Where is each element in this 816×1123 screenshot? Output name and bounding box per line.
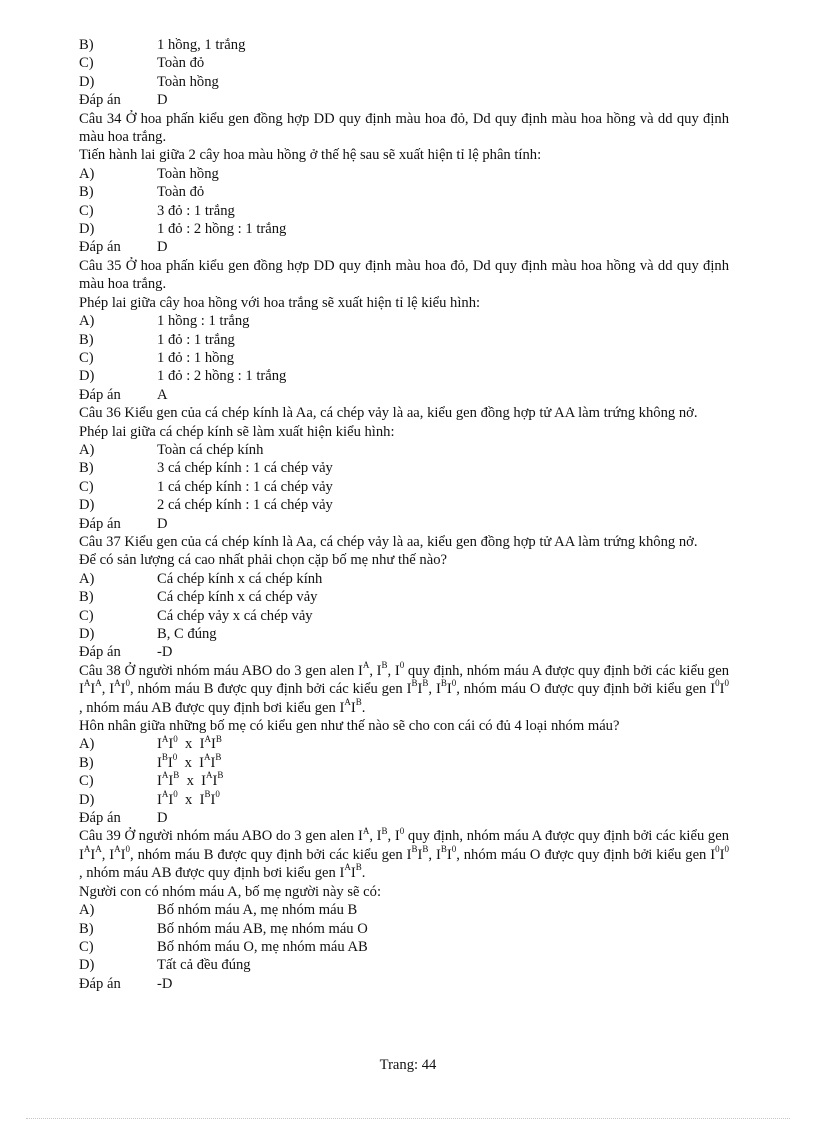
page-content	[79, 36, 729, 993]
option-d: D) $I^AI^0$ x $I^BI^0$	[79, 788, 220, 808]
question-stem: Câu 39 Ở người nhóm máu ABO do 3 gen alen $I^A$, $I^B$, $I^0$ quy định, nhóm máu A được quy định bởi các kiểu gen $I^AI^A$, $I^AI^0$, nhóm máu B được quy định bởi các kiểu gen $I^BI^B$, $I^BI^0$, nhóm máu O được quy định bởi kiểu gen $I^0I^0$ , nhóm máu AB được quy định bơi kiểu gen $I^AI^B$.	[79, 825, 729, 882]
option-c: C) Toàn đỏ	[79, 55, 205, 72]
option-a: A) Toàn hồng	[79, 165, 219, 182]
question-stem: Câu 36 Kiểu gen của cá chép kính là Aa, cá chép vảy là aa, kiểu gen đồng hợp tử AA làm trứng không nở.	[79, 405, 698, 422]
option-c: C) 1 cá chép kính : 1 cá chép vảy	[79, 478, 333, 495]
option-d: D) B, C đúng	[79, 626, 217, 642]
page-bottom-rule	[26, 1118, 790, 1119]
option-b: B) Bố nhóm máu AB, mẹ nhóm máu O	[79, 920, 368, 937]
question-36	[79, 404, 729, 533]
question-34	[79, 110, 729, 257]
option-d: D) 2 cá chép kính : 1 cá chép vảy	[79, 497, 333, 514]
option-b: B) 1 đỏ : 1 trắng	[79, 331, 235, 348]
question-stem: Câu 34 Ở hoa phấn kiểu gen đồng hợp DD quy định màu hoa đỏ, Dd quy định màu hoa hồng và dd quy định màu hoa trắng.	[79, 110, 729, 146]
answer-row: Đáp án D	[79, 515, 168, 532]
question-37	[79, 533, 729, 662]
option-c: C) Bố nhóm máu O, mẹ nhóm máu AB	[79, 938, 368, 955]
option-b: B) 3 cá chép kính : 1 cá chép vảy	[79, 460, 333, 477]
option-a: A) $I^AI^0$ x $I^AI^B$	[79, 733, 222, 753]
question-text: Người con có nhóm máu A, bố mẹ người này sẽ có:	[79, 883, 382, 900]
option-b: B) Toàn đỏ	[79, 184, 205, 201]
option-a: A) Toàn cá chép kính	[79, 441, 264, 458]
option-d: D) 1 đỏ : 2 hồng : 1 trắng	[79, 221, 287, 238]
question-stem: Câu 35 Ở hoa phấn kiểu gen đồng hợp DD quy định màu hoa đỏ, Dd quy định màu hoa hồng và dd quy định màu hoa trắng.	[79, 257, 729, 293]
answer-row: Đáp án -D	[79, 644, 173, 661]
question-text: Phép lai giữa cây hoa hồng với hoa trắng sẽ xuất hiện tỉ lệ kiểu hình:	[79, 294, 481, 311]
page-number: Trang: 44	[379, 1057, 437, 1073]
answer-row: Đáp án D	[79, 92, 168, 109]
answer-row: Đáp án A	[79, 386, 168, 403]
option-c: C) Cá chép vảy x cá chép vảy	[79, 607, 313, 624]
answer-row: Đáp án D	[79, 810, 168, 827]
option-c: C) 3 đỏ : 1 trắng	[79, 202, 235, 219]
option-a: A) Bố nhóm máu A, mẹ nhóm máu B	[79, 902, 358, 919]
option-b: B) $I^BI^0$ x $I^AI^B$	[79, 751, 222, 771]
question-text: Hôn nhân giữa những bố mẹ có kiểu gen như thế nào sẽ cho con cái có đủ 4 loại nhóm máu?	[79, 718, 620, 735]
option-b: B) Cá chép kính x cá chép vảy	[79, 589, 318, 606]
option-a: A) Cá chép kính x cá chép kính	[79, 570, 323, 587]
question-text: Để có sản lượng cá cao nhất phải chọn cặp bố mẹ như thế nào?	[79, 552, 447, 569]
question-38	[79, 659, 729, 828]
option-b: B) 1 hồng, 1 trắng	[79, 37, 246, 53]
question-stem: Câu 38 Ở người nhóm máu ABO do 3 gen alen $I^A$, $I^B$, $I^0$ quy định, nhóm máu A được quy định bởi các kiểu gen $I^AI^A$, $I^AI^0$, nhóm máu B được quy định bởi các kiểu gen $I^BI^B$, $I^BI^0$, nhóm máu O được quy định bởi kiểu gen $I^0I^0$ , nhóm máu AB được quy định bơi kiểu gen $I^AI^B$.	[79, 659, 729, 716]
answer-row: Đáp án -D	[79, 975, 173, 992]
question-text: Tiến hành lai giữa 2 cây hoa màu hồng ở thế hệ sau sẽ xuất hiện tỉ lệ phân tính:	[79, 147, 542, 164]
option-d: D) Toàn hồng	[79, 73, 219, 90]
option-a: A) 1 hồng : 1 trắng	[79, 313, 250, 330]
option-d: D) 1 đỏ : 2 hồng : 1 trắng	[79, 368, 287, 385]
question-35	[79, 257, 729, 404]
question-39	[79, 827, 729, 993]
question-33-tail	[79, 36, 729, 110]
option-c: C) 1 đỏ : 1 hồng	[79, 349, 235, 366]
question-stem: Câu 37 Kiểu gen của cá chép kính là Aa, cá chép vảy là aa, kiểu gen đồng hợp tử AA làm trứng không nở.	[79, 533, 698, 550]
answer-row: Đáp án D	[79, 239, 168, 256]
question-text: Phép lai giữa cá chép kính sẽ làm xuất hiện kiểu hình:	[79, 423, 395, 440]
option-c: C) $I^AI^B$ x $I^AI^B$	[79, 770, 224, 790]
option-d: D) Tất cả đều đúng	[79, 957, 251, 974]
